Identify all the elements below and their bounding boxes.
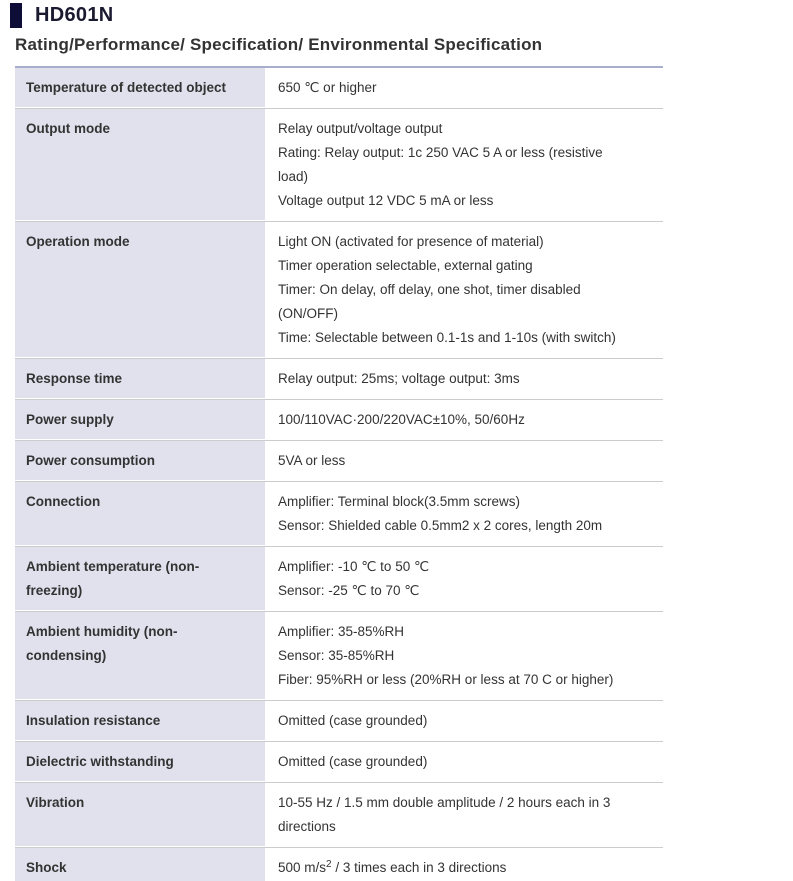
spec-value-line: Sensor: 35-85%RH <box>278 648 395 663</box>
spec-label <box>15 742 265 782</box>
spec-label <box>15 848 265 881</box>
spec-value-line: 100/110VAC·200/220VAC±10%, 50/60Hz <box>278 412 525 427</box>
spec-value-line: Omitted (case grounded) <box>278 713 428 728</box>
spec-value <box>265 482 663 546</box>
spec-value-line: Relay output/voltage output <box>278 121 443 136</box>
spec-label-text: Shock <box>26 860 67 875</box>
spec-value <box>265 222 663 358</box>
spec-value <box>265 783 663 847</box>
spec-row-ambient-humidity <box>15 611 663 700</box>
spec-value-line: (ON/OFF) <box>278 306 338 321</box>
spec-label <box>15 68 265 108</box>
spec-value-line: Amplifier: -10 ℃ to 50 ℃ <box>278 559 430 574</box>
spec-value-line: 5VA or less <box>278 453 346 468</box>
spec-row-temperature-of-detected-object <box>15 68 663 108</box>
title-row <box>10 3 793 28</box>
spec-label <box>15 222 265 358</box>
spec-row-shock <box>15 847 663 881</box>
page-header <box>0 0 793 55</box>
spec-label-text: Power supply <box>26 412 114 427</box>
spec-label-text: Connection <box>26 494 101 509</box>
spec-value <box>265 848 663 881</box>
spec-value-line: Relay output: 25ms; voltage output: 3ms <box>278 371 520 386</box>
shock-value-superscript: 2 <box>326 859 332 870</box>
spec-row-ambient-temperature <box>15 546 663 611</box>
spec-value-line: Voltage output 12 VDC 5 mA or less <box>278 193 494 208</box>
spec-label <box>15 612 265 700</box>
spec-value-line: Timer: On delay, off delay, one shot, timer disabled <box>278 282 581 297</box>
spec-label-text: Insulation resistance <box>26 713 161 728</box>
spec-value-line: Amplifier: 35-85%RH <box>278 624 405 639</box>
spec-label <box>15 441 265 481</box>
spec-value-line: Light ON (activated for presence of material) <box>278 234 544 249</box>
spec-row-vibration <box>15 782 663 847</box>
spec-value-line: Sensor: Shielded cable 0.5mm2 x 2 cores, length 20m <box>278 518 603 533</box>
spec-value-line: load) <box>278 169 309 184</box>
spec-value <box>265 547 663 611</box>
spec-label-text: Response time <box>26 371 123 386</box>
spec-row-response-time <box>15 358 663 399</box>
shock-value-post: / 3 times each in 3 directions <box>331 860 507 875</box>
spec-value <box>265 701 663 741</box>
page-title: HD601N <box>35 4 114 26</box>
spec-value <box>265 441 663 481</box>
page-subtitle: Rating/Performance/ Specification/ Environmental Specification <box>15 35 543 54</box>
spec-label-text: freezing) <box>26 583 83 598</box>
spec-label-text: Ambient temperature (non- <box>26 559 200 574</box>
spec-row-operation-mode <box>15 221 663 358</box>
spec-value-line: 10-55 Hz / 1.5 mm double amplitude / 2 hours each in 3 <box>278 795 611 810</box>
spec-label <box>15 359 265 399</box>
spec-value-line: Time: Selectable between 0.1-1s and 1-10s (with switch) <box>278 330 616 345</box>
spec-label <box>15 701 265 741</box>
spec-label <box>15 400 265 440</box>
spec-value-line <box>278 856 653 880</box>
spec-value <box>265 109 663 221</box>
spec-value <box>265 742 663 782</box>
spec-row-dielectric-withstanding <box>15 741 663 782</box>
spec-label-text: Operation mode <box>26 234 130 249</box>
spec-label <box>15 547 265 611</box>
spec-value <box>265 359 663 399</box>
spec-row-power-consumption <box>15 440 663 481</box>
spec-label-text: Temperature of detected object <box>26 80 227 95</box>
spec-label <box>15 482 265 546</box>
spec-value <box>265 612 663 700</box>
spec-label <box>15 783 265 847</box>
spec-value-line: Omitted (case grounded) <box>278 754 428 769</box>
spec-label-text: condensing) <box>26 648 107 663</box>
spec-label-text: Dielectric withstanding <box>26 754 174 769</box>
spec-value-line: 650 ℃ or higher <box>278 80 377 95</box>
spec-row-power-supply <box>15 399 663 440</box>
spec-value-line: Amplifier: Terminal block(3.5mm screws) <box>278 494 521 509</box>
spec-value <box>265 400 663 440</box>
shock-value-pre: 500 m/s <box>278 860 327 875</box>
spec-value-line: Timer operation selectable, external gating <box>278 258 533 273</box>
spec-row-connection <box>15 481 663 546</box>
spec-label-text: Output mode <box>26 121 110 136</box>
spec-value-line: Sensor: -25 ℃ to 70 ℃ <box>278 583 420 598</box>
spec-value-line: Fiber: 95%RH or less (20%RH or less at 70 C or higher) <box>278 672 614 687</box>
spec-label-text: Ambient humidity (non- <box>26 624 178 639</box>
spec-value <box>265 68 663 108</box>
title-accent-bar <box>10 3 22 28</box>
spec-value-line: directions <box>278 819 336 834</box>
spec-label-text: Vibration <box>26 795 85 810</box>
spec-value-line: Rating: Relay output: 1c 250 VAC 5 A or less (resistive <box>278 145 603 160</box>
spec-table <box>15 66 663 881</box>
spec-label-text: Power consumption <box>26 453 156 468</box>
spec-row-output-mode <box>15 108 663 221</box>
spec-label <box>15 109 265 221</box>
spec-row-insulation-resistance <box>15 700 663 741</box>
